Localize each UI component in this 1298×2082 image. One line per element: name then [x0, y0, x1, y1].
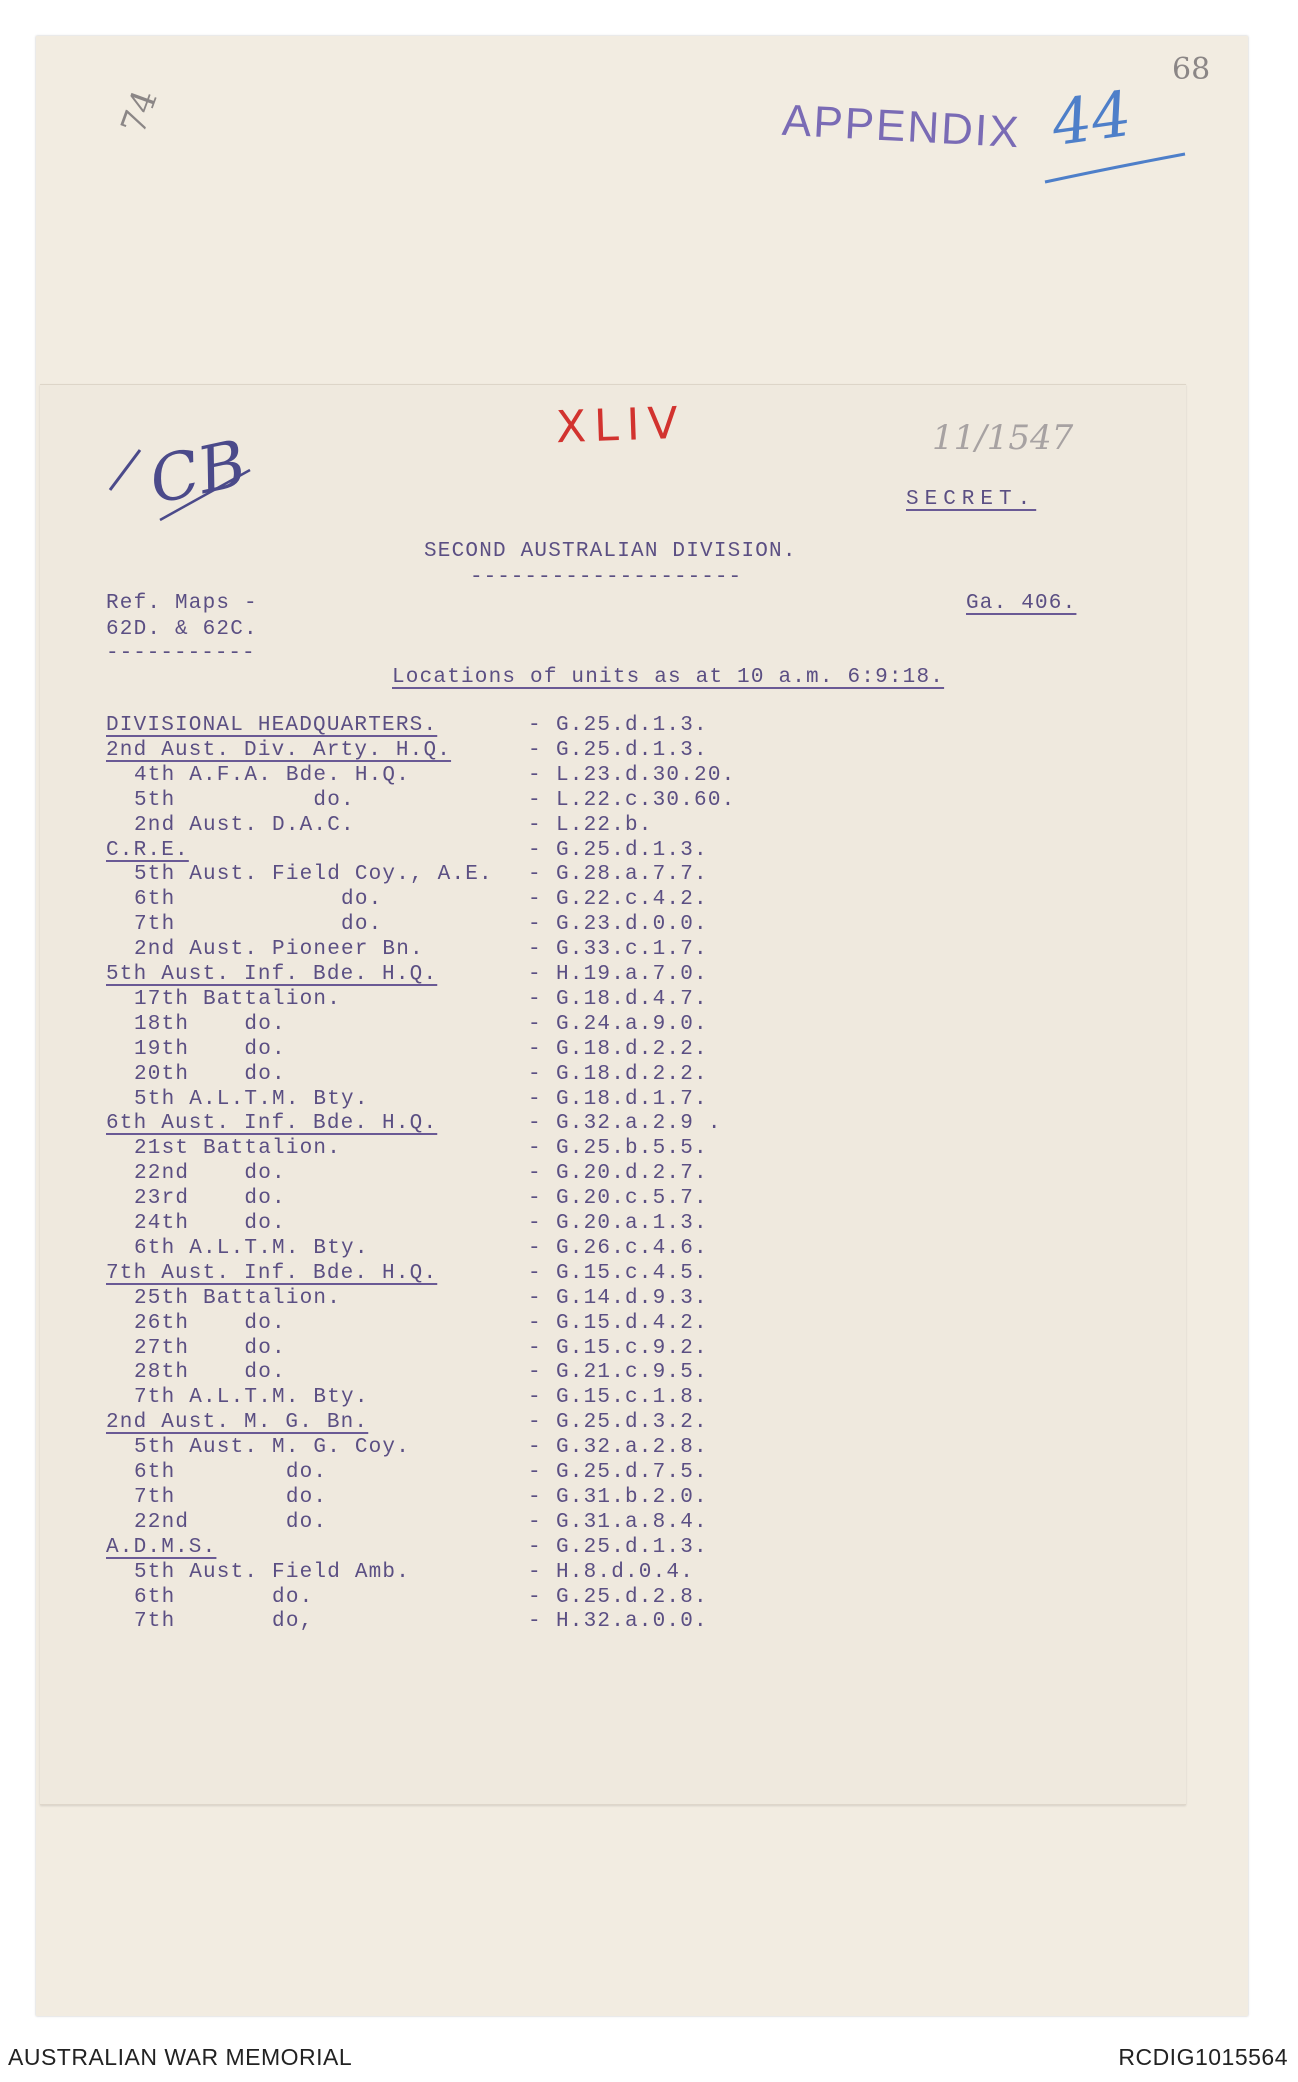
map-reference: G.18.d.2.2. — [556, 1037, 708, 1061]
map-reference: G.25.d.1.3. — [556, 1535, 708, 1559]
table-row — [0, 863, 1298, 888]
map-reference: G.15.c.4.5. — [556, 1261, 708, 1285]
map-reference: G.25.b.5.5. — [556, 1137, 708, 1161]
unit-name: 7th do. — [134, 913, 383, 937]
row-dash: - — [528, 1311, 541, 1335]
table-row — [0, 764, 1298, 789]
map-reference: G.23.d.0.0. — [556, 913, 708, 937]
unit-name: 6th do. — [134, 1585, 314, 1609]
map-reference: G.28.a.7.7. — [556, 863, 708, 887]
unit-name: 7th A.L.T.M. Bty. — [134, 1386, 369, 1410]
table-row — [0, 1486, 1298, 1511]
unit-name: 22nd do. — [134, 1510, 328, 1534]
table-row — [0, 938, 1298, 963]
table-row — [0, 1337, 1298, 1362]
row-dash: - — [528, 1236, 541, 1260]
ref-maps-line1: Ref. Maps - — [106, 592, 258, 615]
unit-name: 5th Aust. Field Amb. — [134, 1560, 411, 1584]
unit-name: 20th do. — [134, 1062, 286, 1086]
map-reference: G.31.a.8.4. — [556, 1510, 708, 1534]
table-row — [0, 963, 1298, 988]
row-dash: - — [528, 1012, 541, 1036]
appendix-stamp: APPENDIX — [780, 95, 1022, 158]
map-reference: H.8.d.0.4. — [556, 1560, 695, 1584]
map-reference: G.31.b.2.0. — [556, 1485, 708, 1509]
map-reference: G.18.d.1.7. — [556, 1087, 708, 1111]
row-dash: - — [528, 1087, 541, 1111]
unit-heading: 7th Aust. Inf. Bde. H.Q. — [106, 1261, 438, 1285]
row-dash: - — [528, 788, 541, 812]
map-reference: G.20.c.5.7. — [556, 1187, 708, 1211]
row-dash: - — [528, 1336, 541, 1360]
map-reference: G.22.c.4.2. — [556, 888, 708, 912]
row-dash: - — [528, 1162, 541, 1186]
table-row — [0, 1511, 1298, 1536]
map-reference: L.23.d.30.20. — [556, 763, 736, 787]
row-dash: - — [528, 738, 541, 762]
row-dash: - — [528, 714, 541, 737]
row-dash: - — [528, 963, 541, 986]
row-dash: - — [528, 987, 541, 1011]
row-dash: - — [528, 1062, 541, 1086]
row-dash: - — [528, 888, 541, 912]
table-row — [0, 1212, 1298, 1237]
unit-name: 6th do. — [134, 1461, 328, 1484]
unit-name: 2nd Aust. Pioneer Bn. — [134, 938, 424, 962]
division-title-rule: -------------------- — [470, 566, 743, 589]
map-reference: G.18.d.4.7. — [556, 987, 708, 1011]
table-row — [0, 1237, 1298, 1262]
row-dash: - — [528, 1386, 541, 1410]
map-reference: H.19.a.7.0. — [556, 963, 708, 986]
row-dash: - — [528, 863, 541, 887]
unit-name: 21st Battalion. — [134, 1137, 342, 1161]
unit-name: 7th do. — [134, 1485, 328, 1509]
page-number-right: 68 — [1172, 52, 1211, 87]
unit-heading: A.D.M.S. — [106, 1535, 217, 1559]
unit-name: 24th do. — [134, 1212, 286, 1235]
map-reference: G.32.a.2.9 . — [556, 1112, 722, 1136]
map-reference: H.32.a.0.0. — [556, 1610, 708, 1634]
map-reference: G.20.d.2.7. — [556, 1162, 708, 1186]
unit-name: 7th do, — [134, 1610, 314, 1634]
row-dash: - — [528, 1361, 541, 1385]
table-row — [0, 988, 1298, 1013]
division-title: SECOND AUSTRALIAN DIVISION. — [424, 540, 797, 563]
map-reference: G.25.d.3.2. — [556, 1411, 708, 1435]
table-row — [0, 1386, 1298, 1411]
row-dash: - — [528, 1485, 541, 1509]
map-reference: G.18.d.2.2. — [556, 1062, 708, 1086]
unit-name: 6th do. — [134, 888, 383, 912]
row-dash: - — [528, 838, 541, 862]
fold-line — [40, 1804, 1186, 1805]
unit-name: 18th do. — [134, 1012, 286, 1036]
row-dash: - — [528, 1286, 541, 1310]
initials-signature: CB — [143, 426, 253, 520]
unit-name: 2nd Aust. D.A.C. — [134, 813, 355, 837]
table-row — [0, 1013, 1298, 1038]
row-dash: - — [528, 1112, 541, 1136]
map-reference: G.26.c.4.6. — [556, 1236, 708, 1260]
table-row — [0, 1436, 1298, 1461]
table-row — [0, 1038, 1298, 1063]
unit-name: 27th do. — [134, 1336, 286, 1360]
table-row — [0, 1187, 1298, 1212]
appendix-number: 44 — [1047, 76, 1136, 161]
unit-name: 26th do. — [134, 1311, 286, 1335]
table-row — [0, 1461, 1298, 1486]
table-row — [0, 1063, 1298, 1088]
row-dash: - — [528, 763, 541, 787]
table-row — [0, 1137, 1298, 1162]
table-row — [0, 839, 1298, 864]
table-row — [0, 1088, 1298, 1113]
row-dash: - — [528, 1137, 541, 1161]
table-row — [0, 1536, 1298, 1561]
unit-heading: C.R.E. — [106, 838, 189, 862]
map-reference: G.15.c.9.2. — [556, 1336, 708, 1360]
map-reference: G.25.d.1.3. — [556, 714, 708, 737]
unit-name: 25th Battalion. — [134, 1286, 342, 1310]
unit-name: 5th A.L.T.M. Bty. — [134, 1087, 369, 1111]
table-row — [0, 789, 1298, 814]
appendix-underline — [1040, 150, 1190, 190]
table-row — [0, 1287, 1298, 1312]
row-dash: - — [528, 1261, 541, 1285]
unit-heading: 6th Aust. Inf. Bde. H.Q. — [106, 1112, 438, 1136]
signature-strokes — [100, 430, 270, 540]
row-dash: - — [528, 1411, 541, 1435]
row-dash: - — [528, 1212, 541, 1235]
unit-name: 23rd do. — [134, 1187, 286, 1211]
reference-number: 11/1547 — [932, 418, 1074, 458]
ga-number: Ga. 406. — [966, 592, 1077, 615]
unit-name: 5th Aust. Field Coy., A.E. — [134, 863, 493, 887]
map-reference: G.32.a.2.8. — [556, 1436, 708, 1460]
unit-name: 28th do. — [134, 1361, 286, 1385]
locations-subtitle: Locations of units as at 10 a.m. 6:9:18. — [392, 666, 945, 689]
unit-heading: 2nd Aust. M. G. Bn. — [106, 1411, 369, 1435]
row-dash: - — [528, 938, 541, 962]
table-row — [0, 1586, 1298, 1611]
ref-maps-rule: ----------- — [106, 642, 256, 665]
row-dash: - — [528, 813, 541, 837]
row-dash: - — [528, 1436, 541, 1460]
table-row — [0, 1112, 1298, 1137]
table-row — [0, 1411, 1298, 1436]
map-reference: G.21.c.9.5. — [556, 1361, 708, 1385]
table-row — [0, 888, 1298, 913]
map-reference: L.22.b. — [556, 813, 653, 837]
row-dash: - — [528, 1610, 541, 1634]
map-reference: G.33.c.1.7. — [556, 938, 708, 962]
row-dash: - — [528, 1461, 541, 1484]
unit-name: 22nd do. — [134, 1162, 286, 1186]
table-row — [0, 814, 1298, 839]
unit-name: 6th A.L.T.M. Bty. — [134, 1236, 369, 1260]
row-dash: - — [528, 1585, 541, 1609]
table-row — [0, 1162, 1298, 1187]
row-dash: - — [528, 1187, 541, 1211]
table-row — [0, 1361, 1298, 1386]
row-dash: - — [528, 1535, 541, 1559]
secret-classification: SECRET. — [906, 488, 1037, 511]
table-row — [0, 739, 1298, 764]
ref-maps-line2: 62D. & 62C. — [106, 618, 258, 641]
roman-numeral: XLIV — [555, 397, 687, 454]
unit-name: 4th A.F.A. Bde. H.Q. — [134, 763, 411, 787]
map-reference: G.24.a.9.0. — [556, 1012, 708, 1036]
unit-heading: 2nd Aust. Div. Arty. H.Q. — [106, 738, 452, 762]
map-reference: G.25.d.7.5. — [556, 1461, 708, 1484]
table-row — [0, 1312, 1298, 1337]
unit-name: 5th do. — [134, 788, 355, 812]
row-dash: - — [528, 1560, 541, 1584]
table-row — [0, 1610, 1298, 1635]
footer-item-id: RCDIG1015564 — [1118, 2044, 1288, 2070]
page-number-left: 74 — [113, 84, 166, 140]
map-reference: G.25.d.2.8. — [556, 1585, 708, 1609]
table-row — [0, 1262, 1298, 1287]
map-reference: G.14.d.9.3. — [556, 1286, 708, 1310]
map-reference: G.25.d.1.3. — [556, 738, 708, 762]
unit-heading: 5th Aust. Inf. Bde. H.Q. — [106, 963, 438, 986]
map-reference: G.25.d.1.3. — [556, 838, 708, 862]
table-row — [0, 1561, 1298, 1586]
unit-name: 17th Battalion. — [134, 987, 342, 1011]
row-dash: - — [528, 1037, 541, 1061]
map-reference: G.15.d.4.2. — [556, 1311, 708, 1335]
row-dash: - — [528, 1510, 541, 1534]
unit-name: 19th do. — [134, 1037, 286, 1061]
footer-archive-name: AUSTRALIAN WAR MEMORIAL — [8, 2044, 353, 2070]
map-reference: G.20.a.1.3. — [556, 1212, 708, 1235]
table-row — [0, 714, 1298, 739]
map-reference: G.15.c.1.8. — [556, 1386, 708, 1410]
unit-heading: DIVISIONAL HEADQUARTERS. — [106, 714, 438, 737]
table-row — [0, 913, 1298, 938]
map-reference: L.22.c.30.60. — [556, 788, 736, 812]
row-dash: - — [528, 913, 541, 937]
unit-name: 5th Aust. M. G. Coy. — [134, 1436, 411, 1460]
